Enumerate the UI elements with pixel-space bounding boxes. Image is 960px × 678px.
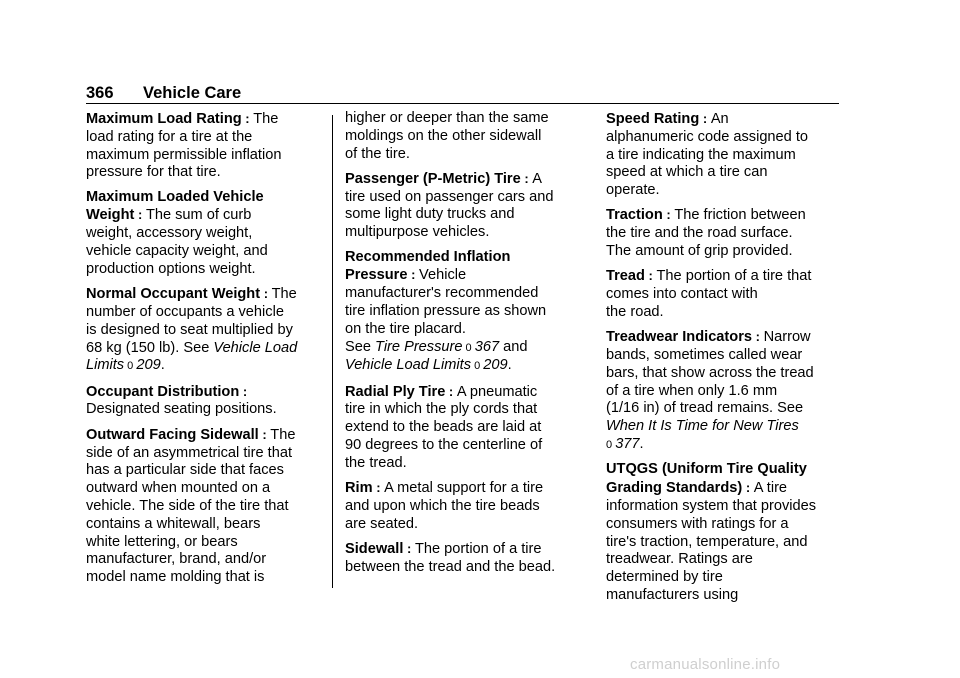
text-line (606, 418, 846, 436)
text-line (606, 164, 846, 182)
glossary-term: Speed Rating (606, 111, 700, 127)
text-line (345, 321, 585, 339)
definition-text: on the tire placard. (345, 320, 466, 337)
text-line (86, 340, 326, 358)
definition-text: A (532, 170, 543, 187)
text-line (86, 534, 326, 552)
text-line (345, 206, 585, 224)
definition-text: a tire indicating the maximum (606, 146, 796, 163)
glossary-term: Tread (606, 268, 645, 285)
definition-text: The (270, 426, 296, 443)
definition-text: Vehicle (419, 267, 467, 284)
glossary-entry (345, 540, 585, 577)
text-line (86, 462, 326, 480)
text-line (606, 206, 846, 225)
text-line (86, 445, 326, 463)
text-line (606, 267, 846, 286)
definition-text: has a particular side that faces (86, 462, 284, 479)
definition-text: number of occupants a vehicle (86, 303, 284, 320)
text-line (86, 285, 326, 304)
term-separator: : (403, 541, 415, 557)
definition-text: bands, sometimes called wear (606, 347, 803, 364)
text-line (86, 304, 326, 322)
definition-text: the tread. (345, 454, 407, 471)
text-line (345, 285, 585, 303)
cross-reference-link[interactable]: 367 (474, 338, 500, 355)
cross-reference-link[interactable]: 377 (615, 436, 640, 453)
text-line (86, 322, 326, 340)
definition-text: bars, that show across the tread (606, 364, 814, 381)
text-line (606, 383, 846, 401)
definition-text: outward when mounted on a (86, 480, 271, 497)
glossary-entry (606, 267, 846, 321)
definition-text: 90 degrees to the centerline of (345, 437, 543, 454)
text-line (86, 401, 326, 419)
definition-text: operate. (606, 182, 660, 199)
text-line (345, 437, 585, 455)
text-line (606, 436, 846, 455)
definition-text: multipurpose vehicles. (345, 224, 490, 241)
definition-text: some light duty trucks and (345, 206, 515, 223)
term-separator: : (372, 480, 385, 496)
page-number: 366 (86, 84, 114, 102)
glossary-term: Occupant Distribution (86, 383, 240, 400)
definition-text: The sum of curb (145, 207, 252, 224)
text-line (86, 551, 326, 569)
text-line (345, 146, 585, 164)
term-separator: : (520, 170, 533, 186)
watermark: carmanualsonline.info (630, 656, 781, 673)
text-line (345, 498, 585, 516)
cross-reference-link[interactable]: Vehicle Load Limits (345, 357, 472, 374)
definition-text: 68 kg (150 lb). See (86, 339, 214, 356)
text-line (86, 357, 326, 376)
text-line (606, 365, 846, 383)
definition-text: The portion of a tire that (656, 268, 812, 285)
term-separator: : (134, 207, 146, 223)
definition-text: The (271, 286, 297, 303)
text-line (345, 266, 585, 285)
glossary-term: Maximum Load Rating (86, 111, 242, 127)
definition-text: the tire and the road surface. (606, 225, 793, 242)
cross-reference-link[interactable]: 209 (136, 357, 161, 374)
definition-text: The amount of grip provided. (606, 243, 793, 260)
glossary-term: Maximum Loaded Vehicle (86, 188, 264, 205)
term-separator: : (699, 111, 711, 126)
cross-reference-link[interactable]: Vehicle Load (213, 339, 298, 356)
definition-text: . (507, 357, 512, 374)
glossary-term: Pressure (345, 267, 408, 284)
page-ref-icon: 0 (471, 360, 484, 373)
text-line (606, 551, 846, 569)
glossary-entry (86, 383, 326, 420)
definition-text: is designed to seat multiplied by (86, 321, 293, 338)
definition-text: Designated seating positions. (86, 401, 277, 418)
glossary-term: UTQGS (Uniform Tire Quality (606, 461, 807, 478)
text-line (606, 516, 846, 534)
text-line (345, 401, 585, 419)
definition-text: load rating for a tire at the (86, 128, 253, 145)
definition-text: A pneumatic (456, 383, 538, 400)
glossary-entry (345, 249, 585, 377)
section-title: Vehicle Care (143, 84, 242, 102)
text-line (606, 110, 846, 129)
column-2 (345, 110, 585, 583)
text-line (86, 164, 326, 182)
glossary-term: Radial Ply Tire (345, 383, 446, 400)
text-line (345, 383, 585, 402)
definition-text: . (639, 436, 644, 453)
glossary-entry (345, 170, 585, 242)
definition-text: Narrow (763, 329, 811, 346)
glossary-entry (345, 110, 585, 163)
term-separator: : (445, 383, 457, 399)
column-1 (86, 110, 326, 593)
text-line (345, 516, 585, 534)
glossary-term: Recommended Inflation (345, 248, 511, 265)
text-line (345, 224, 585, 242)
glossary-term: Sidewall (345, 541, 404, 558)
term-separator: : (662, 207, 675, 223)
header-rule (86, 103, 839, 104)
page-ref-icon: 0 (124, 360, 137, 373)
text-line (345, 303, 585, 321)
glossary-term: Traction (606, 207, 663, 224)
cross-reference-link[interactable]: Limits (86, 357, 125, 374)
definition-text: manufacturer's recommended (345, 285, 539, 302)
glossary-entry (606, 328, 846, 455)
text-line (86, 206, 326, 225)
cross-reference-link[interactable]: Tire Pressure (375, 338, 463, 355)
text-line (606, 461, 846, 479)
definition-text: information system that provides (606, 497, 817, 514)
glossary-term: Normal Occupant Weight (86, 286, 261, 303)
text-line (345, 128, 585, 146)
definition-text: A tire (753, 480, 788, 497)
text-line (606, 587, 846, 605)
glossary-entry (86, 285, 326, 376)
definition-text: The friction between (674, 207, 806, 224)
text-line (606, 569, 846, 587)
text-line (86, 147, 326, 165)
text-line (606, 182, 846, 200)
definition-text: weight, accessory weight, (86, 225, 253, 242)
text-line (345, 339, 585, 358)
text-line (86, 498, 326, 516)
definition-text: . (160, 357, 165, 374)
definition-text: extend to the beads are laid at (345, 419, 542, 436)
column-3 (606, 110, 846, 611)
definition-text: the road. (606, 303, 664, 320)
glossary-entry (86, 426, 326, 587)
definition-text: speed at which a tire can (606, 164, 768, 181)
term-separator: : (239, 383, 248, 399)
definition-text: contains a whitewall, bears (86, 515, 261, 532)
glossary-entry (606, 110, 846, 200)
text-line (606, 243, 846, 261)
text-line (345, 170, 585, 189)
definition-text: tire's traction, temperature, and (606, 533, 808, 550)
cross-reference-link[interactable]: 209 (483, 357, 508, 374)
definition-text: tire inflation pressure as shown (345, 302, 547, 319)
term-separator: : (258, 426, 271, 442)
text-line (86, 516, 326, 534)
text-line (606, 286, 846, 304)
glossary-entry (86, 110, 326, 182)
definition-text: model name molding that is (86, 569, 265, 586)
glossary-term: Passenger (P-Metric) Tire (345, 170, 521, 187)
page-ref-icon: 0 (606, 439, 616, 452)
cross-reference-link[interactable]: When It Is Time for New Tires (606, 418, 799, 435)
text-line (606, 347, 846, 365)
definition-text: determined by tire (606, 569, 723, 586)
definition-text: See (345, 338, 376, 355)
definition-text: tire in which the ply cords that (345, 401, 538, 418)
glossary-entry (606, 206, 846, 260)
definition-text: maximum permissible inflation (86, 146, 282, 163)
glossary-term: Rim (345, 480, 373, 497)
definition-text: consumers with ratings for a (606, 515, 789, 532)
text-line (345, 357, 585, 376)
definition-text: manufacturer, brand, and/or (86, 551, 267, 568)
glossary-entry (345, 383, 585, 473)
text-line (606, 304, 846, 322)
definition-text: An (710, 111, 729, 127)
definition-text: and (499, 338, 528, 355)
text-line (86, 383, 326, 402)
definition-text: higher or deeper than the same (345, 110, 549, 126)
text-line (86, 480, 326, 498)
text-line (606, 147, 846, 165)
definition-text: The (253, 111, 279, 127)
definition-text: moldings on the other sidewall (345, 127, 542, 144)
definition-text: vehicle capacity weight, and (86, 243, 268, 260)
definition-text: between the tread and the bead. (345, 558, 556, 575)
text-line (606, 225, 846, 243)
definition-text: are seated. (345, 515, 419, 532)
definition-text: The portion of a tire (414, 541, 542, 558)
text-line (606, 129, 846, 147)
definition-text: treadwear. Ratings are (606, 551, 753, 568)
text-line (606, 400, 846, 418)
term-separator: : (752, 329, 764, 345)
text-line (345, 189, 585, 207)
text-line (86, 426, 326, 445)
text-line (345, 419, 585, 437)
text-line (86, 261, 326, 279)
definition-text: of a tire when only 1.6 mm (606, 382, 778, 399)
page-ref-icon: 0 (462, 341, 475, 354)
text-line (345, 249, 585, 267)
glossary-term: Treadwear Indicators (606, 329, 752, 346)
term-separator: : (260, 286, 272, 302)
glossary-entry (345, 479, 585, 533)
glossary-entry (606, 461, 846, 604)
definition-text: A metal support for a tire (384, 480, 544, 497)
text-line (606, 534, 846, 552)
text-line (86, 129, 326, 147)
text-line (345, 540, 585, 559)
glossary-term: Grading Standards) (606, 480, 743, 497)
definition-text: and upon which the tire beads (345, 497, 540, 514)
text-line (345, 559, 585, 577)
text-line (86, 225, 326, 243)
definition-text: comes into contact with (606, 286, 758, 303)
text-line (86, 189, 326, 207)
text-line (606, 498, 846, 516)
column-divider (332, 115, 333, 588)
definition-text: (1/16 in) of tread remains. See (606, 400, 804, 417)
glossary-term: Outward Facing Sidewall (86, 426, 259, 443)
page-header (86, 83, 839, 103)
definition-text: white lettering, or bears (86, 533, 238, 550)
definition-text: vehicle. The side of the tire that (86, 497, 289, 514)
text-line (86, 243, 326, 261)
definition-text: manufacturers using (606, 586, 739, 603)
definition-text: of the tire. (345, 145, 410, 162)
term-separator: : (241, 111, 254, 126)
text-line (86, 569, 326, 587)
term-separator: : (644, 268, 657, 284)
text-line (606, 479, 846, 498)
text-line (606, 328, 846, 347)
definition-text: pressure for that tire. (86, 164, 221, 181)
definition-text: tire used on passenger cars and (345, 188, 554, 205)
text-line (345, 455, 585, 473)
text-line (345, 110, 585, 128)
definition-text: production options weight. (86, 260, 256, 277)
glossary-entry (86, 189, 326, 279)
text-line (345, 479, 585, 498)
glossary-term: Weight (86, 207, 135, 224)
text-line (86, 110, 326, 129)
term-separator: : (407, 267, 420, 283)
definition-text: side of an asymmetrical tire that (86, 444, 293, 461)
definition-text: alphanumeric code assigned to (606, 128, 809, 145)
term-separator: : (742, 480, 754, 496)
